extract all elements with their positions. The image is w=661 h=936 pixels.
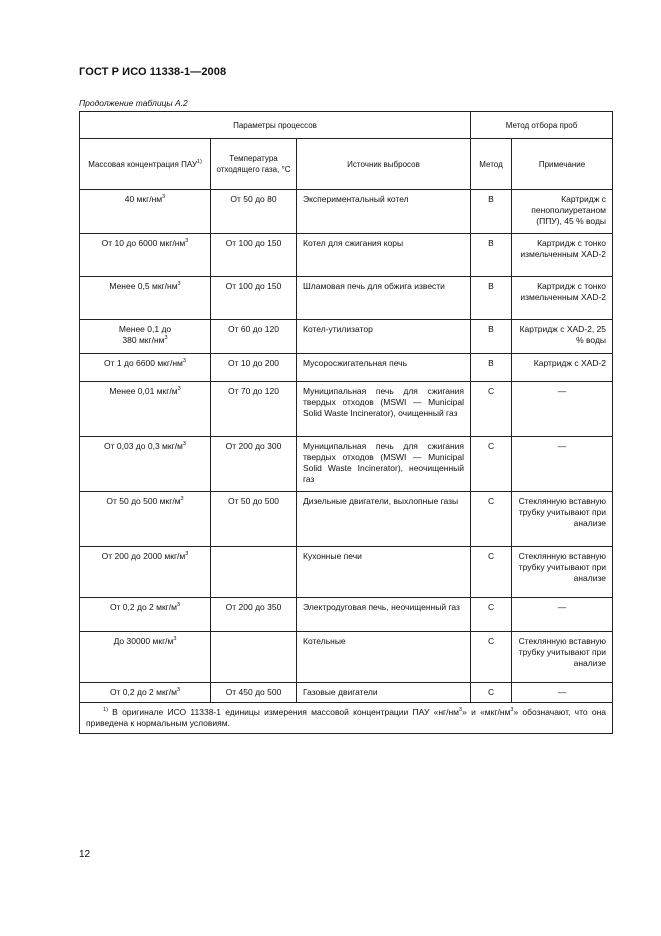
unit-exponent: 3 — [180, 496, 184, 502]
concentration-value: Менее 0,1 до — [118, 324, 172, 334]
cell-emission-source: Дизельные двигатели, выхлопные газы — [297, 492, 471, 547]
cell-note: — — [512, 598, 613, 632]
concentration-value: От 0,2 до 2 мкг/м — [109, 687, 177, 697]
concentration-value: От 50 до 500 мкг/м — [106, 496, 181, 506]
concentration-value: От 0,2 до 2 мкг/м — [109, 602, 177, 612]
cell-temperature: От 50 до 80 — [211, 190, 297, 234]
column-header-method: Метод — [471, 139, 512, 190]
cell-method: C — [471, 547, 512, 598]
cell-note: Стеклянную вставную трубку учитывают при анализе — [512, 547, 613, 598]
cell-note: — — [512, 382, 613, 437]
cell-method: B — [471, 354, 512, 382]
table-row — [80, 277, 613, 320]
concentration-value: От 0,03 до 0,3 мкг/м — [104, 441, 183, 451]
unit-exponent: 3 — [177, 281, 181, 287]
cell-emission-source: Муниципальная печь для сжигания твердых отходов (MSWI — Municipal Solid Waste Incinerator), неочищенный газ — [297, 437, 471, 492]
table-caption: Продолжение таблицы А.2 — [79, 98, 188, 108]
table-footnote — [80, 703, 613, 734]
unit-exponent: 3 — [162, 194, 166, 200]
table-row — [80, 598, 613, 632]
table-row — [80, 234, 613, 277]
table-row — [80, 354, 613, 382]
cell-temperature: От 60 до 120 — [211, 320, 297, 354]
table-row — [80, 683, 613, 703]
cell-method: B — [471, 234, 512, 277]
cell-method: C — [471, 382, 512, 437]
cell-concentration — [80, 320, 211, 354]
unit-exponent: 3 — [185, 551, 189, 557]
unit-exponent: 3 — [185, 238, 189, 244]
cell-emission-source: Электродуговая печь, неочищенный газ — [297, 598, 471, 632]
cell-emission-source: Котельные — [297, 632, 471, 683]
cell-temperature — [211, 632, 297, 683]
concentration-value: От 1 до 6600 мкг/нм — [104, 358, 183, 368]
table-row — [80, 437, 613, 492]
cell-emission-source: Экспериментальный котел — [297, 190, 471, 234]
unit-exponent: 3 — [164, 335, 168, 341]
cell-temperature: От 100 до 150 — [211, 234, 297, 277]
footnote-superscript: 3 — [459, 707, 463, 713]
concentration-header-label: Массовая концентрация ПАУ — [88, 159, 197, 169]
concentration-value: До 30000 мкг/м — [113, 636, 174, 646]
cell-note: Картридж с XAD-2, 25 % воды — [512, 320, 613, 354]
cell-emission-source: Шламовая печь для обжига извести — [297, 277, 471, 320]
cell-note: Стеклянную вставную трубку учитывают при анализе — [512, 492, 613, 547]
column-header-temperature: Температура отходящего газа, °С — [211, 139, 297, 190]
cell-concentration — [80, 492, 211, 547]
table-body — [80, 190, 613, 703]
page-number: 12 — [79, 849, 91, 860]
cell-note: — — [512, 683, 613, 703]
unit-exponent: 3 — [177, 386, 181, 392]
unit-exponent: 3 — [173, 636, 177, 642]
cell-concentration — [80, 382, 211, 437]
cell-temperature: От 450 до 500 — [211, 683, 297, 703]
table-row — [80, 492, 613, 547]
cell-method: C — [471, 492, 512, 547]
cell-emission-source: Муниципальная печь для сжигания твердых отходов (MSWI — Municipal Solid Waste Incinerator), очищенный газ — [297, 382, 471, 437]
footnote-text: » обозначают, что она приведена к нормальным условиям. — [86, 707, 607, 728]
cell-temperature — [211, 547, 297, 598]
concentration-value: Менее 0,01 мкг/м — [109, 386, 178, 396]
group-header-process-parameters: Параметры процессов — [80, 112, 471, 139]
unit-exponent: 3 — [177, 687, 181, 693]
concentration-value-continued: 380 мкг/нм — [122, 335, 165, 345]
cell-temperature: От 70 до 120 — [211, 382, 297, 437]
cell-concentration — [80, 277, 211, 320]
cell-concentration — [80, 547, 211, 598]
cell-concentration — [80, 598, 211, 632]
column-header-note: Примечание — [512, 139, 613, 190]
table-row — [80, 382, 613, 437]
group-header-sampling-method: Метод отбора проб — [471, 112, 613, 139]
unit-exponent: 3 — [182, 358, 186, 364]
cell-note: Картридж с тонко измельченным XAD-2 — [512, 234, 613, 277]
column-header-concentration — [80, 139, 211, 190]
cell-note: Картридж с тонко измельченным XAD-2 — [512, 277, 613, 320]
cell-concentration — [80, 437, 211, 492]
cell-method: B — [471, 277, 512, 320]
cell-method: B — [471, 320, 512, 354]
cell-method: C — [471, 683, 512, 703]
parameters-table — [79, 111, 613, 734]
footnote-text: В оригинале ИСО 11338-1 единицы измерения массовой концентрации ПАУ «нг/нм — [107, 707, 460, 717]
concentration-value: От 10 до 6000 мкг/нм — [101, 238, 186, 248]
cell-emission-source: Котел-утилизатор — [297, 320, 471, 354]
footnote-text: » и «мкг/нм — [462, 707, 511, 717]
cell-note: Картридж с пенополиуретаном (ППУ), 45 % воды — [512, 190, 613, 234]
cell-temperature: От 200 до 350 — [211, 598, 297, 632]
cell-emission-source: Кухонные печи — [297, 547, 471, 598]
cell-note: Картридж с XAD-2 — [512, 354, 613, 382]
cell-concentration — [80, 190, 211, 234]
footnote-mark: 1) — [196, 158, 202, 165]
cell-temperature: От 10 до 200 — [211, 354, 297, 382]
cell-method: B — [471, 190, 512, 234]
column-header-source: Источник выбросов — [297, 139, 471, 190]
unit-exponent: 3 — [182, 441, 186, 447]
cell-note: — — [512, 437, 613, 492]
document-header: ГОСТ Р ИСО 11338-1—2008 — [79, 66, 227, 78]
cell-temperature: От 200 до 300 — [211, 437, 297, 492]
cell-concentration — [80, 683, 211, 703]
cell-concentration — [80, 354, 211, 382]
cell-note: Стеклянную вставную трубку учитывают при анализе — [512, 632, 613, 683]
table-row — [80, 190, 613, 234]
concentration-value: От 200 до 2000 мкг/м — [101, 551, 186, 561]
cell-method: C — [471, 437, 512, 492]
concentration-value: Менее 0,5 мкг/нм — [109, 281, 178, 291]
table-row — [80, 320, 613, 354]
concentration-value: 40 мкг/нм — [124, 194, 163, 204]
cell-temperature: От 50 до 500 — [211, 492, 297, 547]
unit-exponent: 3 — [177, 602, 181, 608]
cell-method: C — [471, 632, 512, 683]
cell-emission-source: Газовые двигатели — [297, 683, 471, 703]
cell-concentration — [80, 632, 211, 683]
cell-method: C — [471, 598, 512, 632]
table-row — [80, 547, 613, 598]
cell-temperature: От 100 до 150 — [211, 277, 297, 320]
cell-concentration — [80, 234, 211, 277]
footnote-superscript: 3 — [510, 707, 514, 713]
footnote-mark: 1) — [103, 707, 108, 713]
table-row — [80, 632, 613, 683]
cell-emission-source: Мусоросжигательная печь — [297, 354, 471, 382]
cell-emission-source: Котел для сжигания коры — [297, 234, 471, 277]
